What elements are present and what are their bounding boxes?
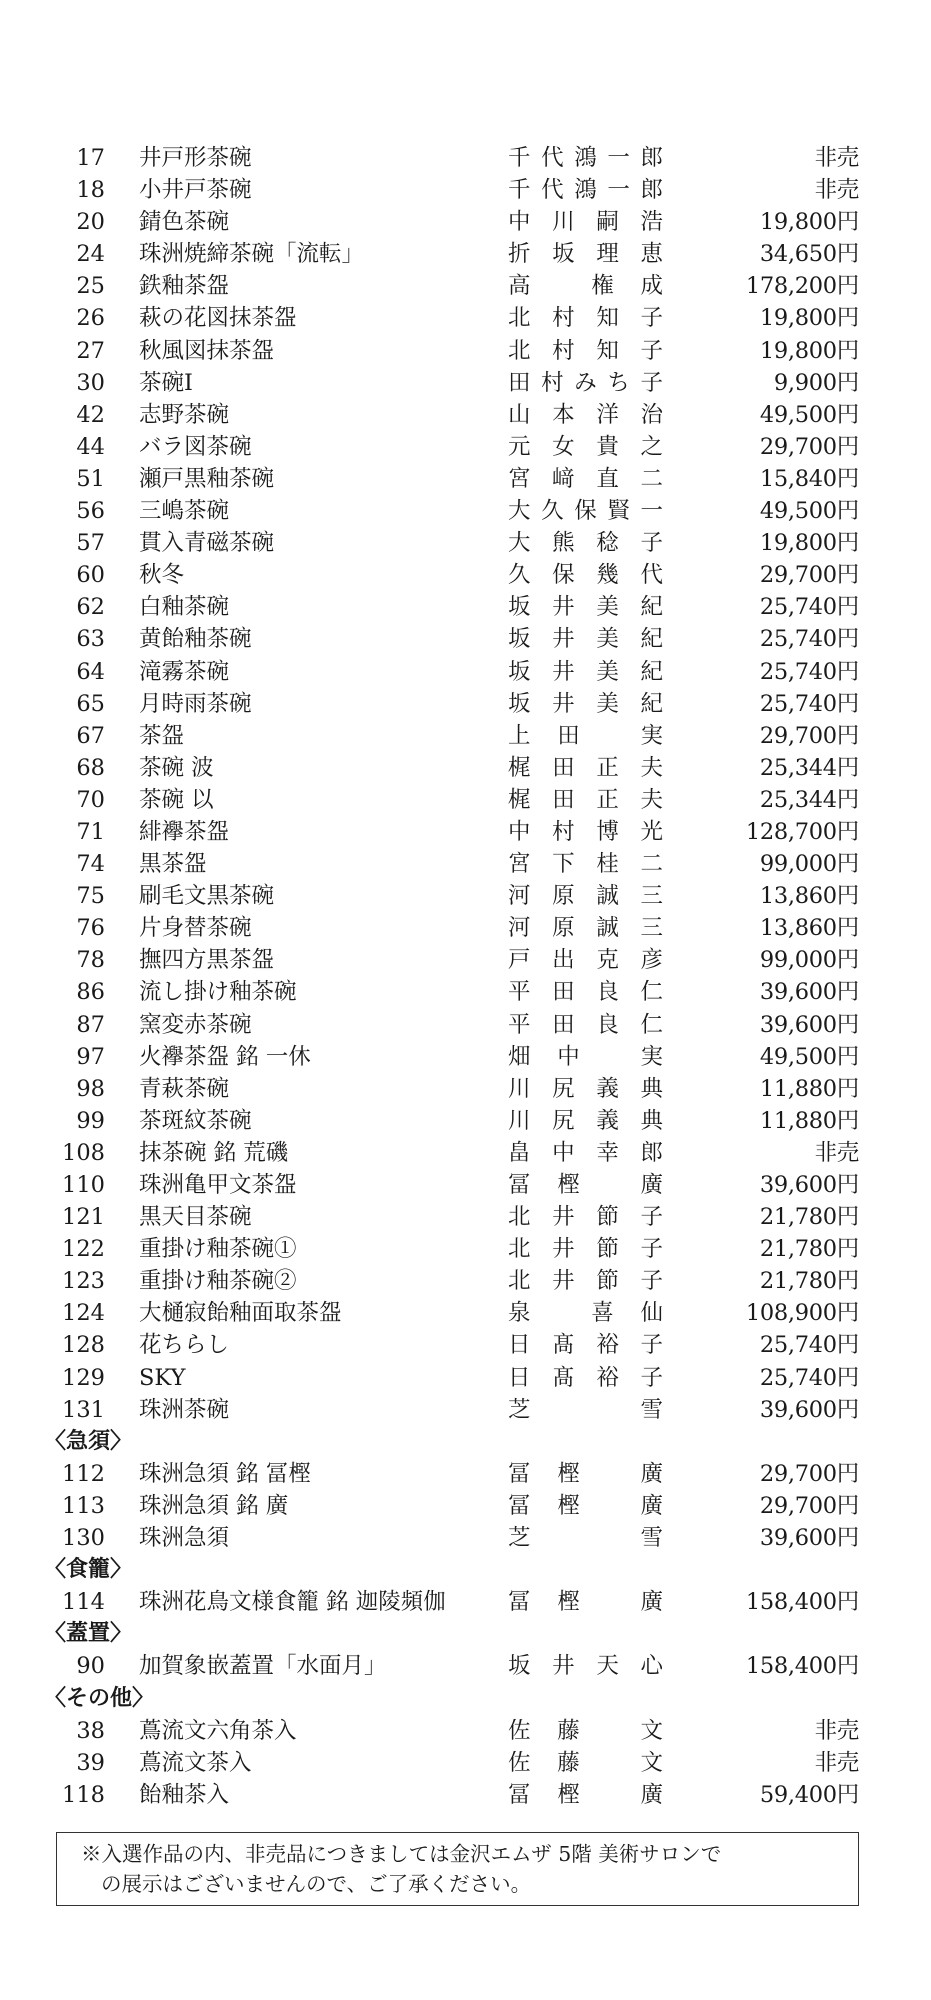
- item-number: 68: [76, 754, 105, 781]
- item-price: 29,700円: [759, 722, 859, 749]
- item-number: 118: [62, 1781, 105, 1808]
- item-number: 99: [76, 1107, 105, 1134]
- item-number: 121: [62, 1204, 105, 1231]
- item-price: 15,840円: [759, 465, 859, 492]
- notice-line-2: の展示はございませんので、ご了承ください。: [101, 1872, 532, 1896]
- item-title: 茶盌: [139, 722, 185, 749]
- item-title: 撫四方黒茶盌: [139, 947, 275, 974]
- list-item: [0, 1779, 931, 1811]
- item-title: 青萩茶碗: [139, 1075, 230, 1102]
- item-title: 秋冬: [139, 562, 185, 589]
- notice-line-1: ※入選作品の内、非売品につきましては金沢エムザ 5階 美術サロンで: [81, 1842, 722, 1866]
- item-number: 67: [76, 722, 105, 749]
- list-item: [0, 142, 931, 174]
- item-number: 51: [76, 465, 105, 492]
- item-artist: 千 代 鴻 一 郎: [508, 145, 663, 171]
- item-number: 123: [62, 1268, 105, 1295]
- item-title: 志野茶碗: [139, 401, 230, 428]
- list-item: [0, 1041, 931, 1073]
- item-artist: 戸 出 克 彦: [508, 947, 663, 974]
- item-price: 49,500円: [759, 498, 859, 525]
- item-artist: 元 女 貴 之: [508, 433, 663, 460]
- category-heading: [0, 1426, 931, 1458]
- item-artist: 日 髙 裕 子: [508, 1332, 663, 1359]
- item-title: 滝霧茶碗: [139, 658, 230, 685]
- list-item: [0, 335, 931, 367]
- item-artist: 坂 井 美 紀: [508, 626, 663, 653]
- item-number: 25: [76, 273, 105, 300]
- item-artist: 川 尻 義 典: [508, 1107, 663, 1134]
- item-title: 刷毛文黒茶碗: [139, 883, 275, 910]
- item-number: 42: [76, 401, 105, 428]
- item-price: 19,800円: [759, 209, 859, 236]
- item-price: 21,780円: [759, 1236, 859, 1263]
- list-item: [0, 302, 931, 334]
- item-artist: 上 田 実: [508, 722, 663, 749]
- item-title: 重掛け釉茶碗②: [139, 1268, 297, 1295]
- item-price: 25,740円: [759, 626, 859, 653]
- item-title: 大樋寂飴釉面取茶盌: [139, 1300, 342, 1327]
- item-title: 白釉茶碗: [139, 594, 230, 621]
- item-price: 25,740円: [759, 1332, 859, 1359]
- item-title: 黒天目茶碗: [139, 1204, 252, 1231]
- item-price: 39,600円: [759, 1525, 859, 1552]
- item-price: 99,000円: [759, 947, 859, 974]
- category-label: 〈蓋置〉: [44, 1621, 133, 1647]
- list-item: [0, 1233, 931, 1265]
- list-item: [0, 688, 931, 720]
- item-artist: 大 久 保 賢 一: [508, 498, 663, 525]
- item-title: 三嶋茶碗: [139, 498, 230, 525]
- item-number: 64: [76, 658, 105, 685]
- item-artist: 久 保 幾 代: [508, 562, 663, 589]
- item-artist: 冨 樫 廣: [508, 1781, 663, 1808]
- item-title: 窯変赤茶碗: [139, 1011, 252, 1038]
- item-title: 黒茶盌: [139, 851, 207, 878]
- item-number: 39: [76, 1749, 105, 1776]
- item-artist: 佐 藤 文: [508, 1749, 663, 1776]
- item-artist: 河 原 誠 三: [508, 915, 663, 942]
- item-artist: 日 髙 裕 子: [508, 1364, 663, 1391]
- item-number: 30: [76, 369, 105, 396]
- item-artist: 高 権 成: [508, 273, 663, 300]
- item-number: 122: [62, 1236, 105, 1263]
- item-price: 13,860円: [759, 915, 859, 942]
- item-price: 49,500円: [759, 1043, 859, 1070]
- item-price: 非売: [814, 1717, 859, 1744]
- item-number: 44: [76, 433, 105, 460]
- list-item: [0, 591, 931, 623]
- list-item: [0, 463, 931, 495]
- item-number: 17: [76, 145, 105, 171]
- item-artist: 畑 中 実: [508, 1043, 663, 1070]
- list-item: [0, 1650, 931, 1682]
- list-item: [0, 848, 931, 880]
- list-item: [0, 976, 931, 1008]
- item-title: 鉄釉茶盌: [139, 273, 230, 300]
- item-price: 21,780円: [759, 1268, 859, 1295]
- item-number: 38: [76, 1717, 105, 1744]
- item-title: バラ図茶碗: [139, 433, 252, 460]
- item-number: 128: [62, 1332, 105, 1359]
- list-item: [0, 1169, 931, 1201]
- item-artist: 冨 樫 廣: [508, 1172, 663, 1198]
- list-item: [0, 880, 931, 912]
- item-artist: 冨 樫 廣: [508, 1460, 663, 1487]
- category-label: 〈食籠〉: [44, 1557, 133, 1583]
- item-price: 158,400円: [745, 1589, 859, 1616]
- item-title: 月時雨茶碗: [139, 690, 252, 717]
- item-title: 蔦流文茶入: [139, 1749, 252, 1776]
- list-item: [0, 495, 931, 527]
- item-price: 11,880円: [759, 1107, 859, 1134]
- item-title: 加賀象嵌蓋置「水面月」: [139, 1653, 387, 1680]
- item-price: 39,600円: [759, 1172, 859, 1198]
- list-item: [0, 1009, 931, 1041]
- item-title: 茶碗Ⅰ: [139, 369, 193, 396]
- item-title: 流し掛け釉茶碗: [139, 979, 297, 1006]
- item-number: 74: [76, 851, 105, 878]
- item-artist: 畠 中 幸 郎: [508, 1139, 663, 1166]
- item-artist: 坂 井 天 心: [508, 1653, 663, 1680]
- artwork-price-list: [0, 142, 931, 1811]
- item-title: 秋風図抹茶盌: [139, 337, 275, 364]
- item-price: 25,740円: [759, 1364, 859, 1391]
- item-number: 57: [76, 530, 105, 557]
- item-price: 29,700円: [759, 562, 859, 589]
- list-item: [0, 206, 931, 238]
- item-number: 112: [62, 1460, 105, 1487]
- list-item: [0, 1747, 931, 1779]
- list-item: [0, 1586, 931, 1618]
- item-artist: 北 井 節 子: [508, 1268, 663, 1295]
- item-artist: 北 村 知 子: [508, 337, 663, 364]
- item-artist: 坂 井 美 紀: [508, 594, 663, 621]
- item-number: 129: [62, 1364, 105, 1391]
- item-price: 非売: [814, 1749, 859, 1776]
- item-number: 75: [76, 883, 105, 910]
- category-heading: [0, 1618, 931, 1650]
- list-item: [0, 174, 931, 206]
- item-artist: 折 坂 理 恵: [508, 241, 663, 268]
- list-item: [0, 1137, 931, 1169]
- item-artist: 山 本 洋 治: [508, 401, 663, 428]
- item-artist: 中 村 博 光: [508, 818, 663, 845]
- item-title: 茶斑紋茶碗: [139, 1107, 252, 1134]
- item-number: 86: [76, 979, 105, 1006]
- list-item: [0, 752, 931, 784]
- item-title: 茶碗 波: [139, 754, 214, 781]
- item-price: 21,780円: [759, 1204, 859, 1231]
- item-price: 25,740円: [759, 690, 859, 717]
- item-number: 114: [62, 1589, 105, 1616]
- item-artist: 北 井 節 子: [508, 1204, 663, 1231]
- item-number: 87: [76, 1011, 105, 1038]
- list-item: [0, 656, 931, 688]
- item-price: 39,600円: [759, 1396, 859, 1423]
- item-price: 99,000円: [759, 851, 859, 878]
- item-price: 25,344円: [759, 786, 859, 813]
- item-title: 萩の花図抹茶盌: [139, 305, 297, 332]
- item-artist: 北 井 節 子: [508, 1236, 663, 1263]
- item-artist: 梶 田 正 夫: [508, 754, 663, 781]
- list-item: [0, 1265, 931, 1297]
- item-number: 90: [76, 1653, 105, 1680]
- item-price: 49,500円: [759, 401, 859, 428]
- item-price: 25,740円: [759, 658, 859, 685]
- item-number: 131: [62, 1396, 105, 1423]
- item-number: 97: [76, 1043, 105, 1070]
- list-item: [0, 1105, 931, 1137]
- item-number: 76: [76, 915, 105, 942]
- list-item: [0, 431, 931, 463]
- item-price: 非売: [814, 177, 859, 204]
- item-artist: 田 村 み ち 子: [508, 369, 663, 396]
- item-price: 非売: [814, 145, 859, 171]
- item-number: 70: [76, 786, 105, 813]
- list-item: [0, 1297, 931, 1329]
- item-number: 110: [62, 1172, 105, 1198]
- item-artist: 中 川 嗣 浩: [508, 209, 663, 236]
- item-price: 25,740円: [759, 594, 859, 621]
- list-item: [0, 784, 931, 816]
- list-item: [0, 399, 931, 431]
- item-artist: 坂 井 美 紀: [508, 658, 663, 685]
- item-number: 62: [76, 594, 105, 621]
- list-item: [0, 1715, 931, 1747]
- item-artist: 冨 樫 廣: [508, 1492, 663, 1519]
- list-item: [0, 1522, 931, 1554]
- item-title: 抹茶碗 銘 荒磯: [139, 1139, 289, 1166]
- item-number: 18: [76, 177, 105, 204]
- list-item: [0, 720, 931, 752]
- list-item: [0, 1073, 931, 1105]
- item-number: 63: [76, 626, 105, 653]
- item-number: 71: [76, 818, 105, 845]
- item-price: 非売: [814, 1139, 859, 1166]
- item-artist: 佐 藤 文: [508, 1717, 663, 1744]
- list-item: [0, 623, 931, 655]
- category-label: 〈急須〉: [44, 1428, 133, 1454]
- list-item: [0, 1394, 931, 1426]
- item-artist: 大 熊 稔 子: [508, 530, 663, 557]
- item-artist: 芝 雪: [508, 1396, 663, 1423]
- item-artist: 芝 雪: [508, 1525, 663, 1552]
- list-item: [0, 238, 931, 270]
- item-artist: 泉 喜 仙: [508, 1300, 663, 1327]
- list-item: [0, 816, 931, 848]
- item-title: 珠洲急須: [139, 1525, 230, 1552]
- item-number: 20: [76, 209, 105, 236]
- item-title: 黄飴釉茶碗: [139, 626, 252, 653]
- list-item: [0, 1329, 931, 1361]
- item-number: 56: [76, 498, 105, 525]
- item-title: 珠洲亀甲文茶盌: [139, 1172, 297, 1198]
- item-title: 珠洲焼締茶碗「流転」: [139, 241, 365, 268]
- list-item: [0, 1362, 931, 1394]
- item-title: 錆色茶碗: [139, 209, 230, 236]
- item-price: 108,900円: [745, 1300, 859, 1327]
- item-artist: 梶 田 正 夫: [508, 786, 663, 813]
- category-heading: [0, 1683, 931, 1715]
- item-number: 108: [62, 1139, 105, 1166]
- item-price: 59,400円: [759, 1781, 859, 1808]
- category-heading: [0, 1554, 931, 1586]
- item-artist: 河 原 誠 三: [508, 883, 663, 910]
- item-number: 27: [76, 337, 105, 364]
- list-item: [0, 527, 931, 559]
- item-title: 重掛け釉茶碗①: [139, 1236, 297, 1263]
- item-artist: 北 村 知 子: [508, 305, 663, 332]
- list-item: [0, 367, 931, 399]
- list-item: [0, 912, 931, 944]
- list-item: [0, 559, 931, 591]
- item-artist: 平 田 良 仁: [508, 1011, 663, 1038]
- item-price: 25,344円: [759, 754, 859, 781]
- category-label: 〈その他〉: [44, 1685, 155, 1711]
- item-title: 片身替茶碗: [139, 915, 252, 942]
- item-number: 78: [76, 947, 105, 974]
- item-title: 瀬戸黒釉茶碗: [139, 465, 275, 492]
- item-price: 34,650円: [759, 241, 859, 268]
- item-price: 128,700円: [745, 818, 859, 845]
- notice-box: [56, 1832, 859, 1906]
- item-price: 19,800円: [759, 530, 859, 557]
- item-artist: 宮 﨑 直 二: [508, 465, 663, 492]
- list-item: [0, 944, 931, 976]
- item-number: 130: [62, 1525, 105, 1552]
- item-price: 39,600円: [759, 979, 859, 1006]
- list-item: [0, 1201, 931, 1233]
- item-artist: 冨 樫 廣: [508, 1589, 663, 1616]
- item-title: 茶碗 以: [139, 786, 214, 813]
- item-price: 11,880円: [759, 1075, 859, 1102]
- item-title: 井戸形茶碗: [139, 145, 252, 171]
- item-title: 花ちらし: [139, 1332, 230, 1359]
- item-number: 26: [76, 305, 105, 332]
- item-price: 29,700円: [759, 433, 859, 460]
- list-item: [0, 270, 931, 302]
- item-number: 113: [62, 1492, 105, 1519]
- item-title: 小井戸茶碗: [139, 177, 252, 204]
- item-title: 貫入青磁茶碗: [139, 530, 275, 557]
- item-artist: 坂 井 美 紀: [508, 690, 663, 717]
- item-title: 蔦流文六角茶入: [139, 1717, 297, 1744]
- item-artist: 川 尻 義 典: [508, 1075, 663, 1102]
- item-price: 19,800円: [759, 305, 859, 332]
- item-price: 178,200円: [745, 273, 859, 300]
- item-title: 珠洲急須 銘 廣: [139, 1492, 289, 1519]
- item-title: 珠洲茶碗: [139, 1396, 230, 1423]
- item-artist: 千 代 鴻 一 郎: [508, 177, 663, 204]
- item-price: 9,900円: [773, 369, 859, 396]
- item-number: 98: [76, 1075, 105, 1102]
- item-number: 24: [76, 241, 105, 268]
- item-title: 珠洲花鳥文様食籠 銘 迦陵頻伽: [139, 1589, 446, 1616]
- list-item: [0, 1490, 931, 1522]
- item-artist: 平 田 良 仁: [508, 979, 663, 1006]
- item-number: 60: [76, 562, 105, 589]
- list-item: [0, 1458, 931, 1490]
- item-title: 飴釉茶入: [139, 1781, 230, 1808]
- item-price: 29,700円: [759, 1492, 859, 1519]
- item-price: 39,600円: [759, 1011, 859, 1038]
- item-title: SKY: [139, 1364, 186, 1391]
- item-number: 124: [62, 1300, 105, 1327]
- item-title: 珠洲急須 銘 冨樫: [139, 1460, 311, 1487]
- item-price: 13,860円: [759, 883, 859, 910]
- item-title: 火襷茶盌 銘 一休: [139, 1043, 311, 1070]
- item-number: 65: [76, 690, 105, 717]
- item-title: 緋襷茶盌: [139, 818, 230, 845]
- item-price: 158,400円: [745, 1653, 859, 1680]
- item-artist: 宮 下 桂 二: [508, 851, 663, 878]
- item-price: 29,700円: [759, 1460, 859, 1487]
- item-price: 19,800円: [759, 337, 859, 364]
